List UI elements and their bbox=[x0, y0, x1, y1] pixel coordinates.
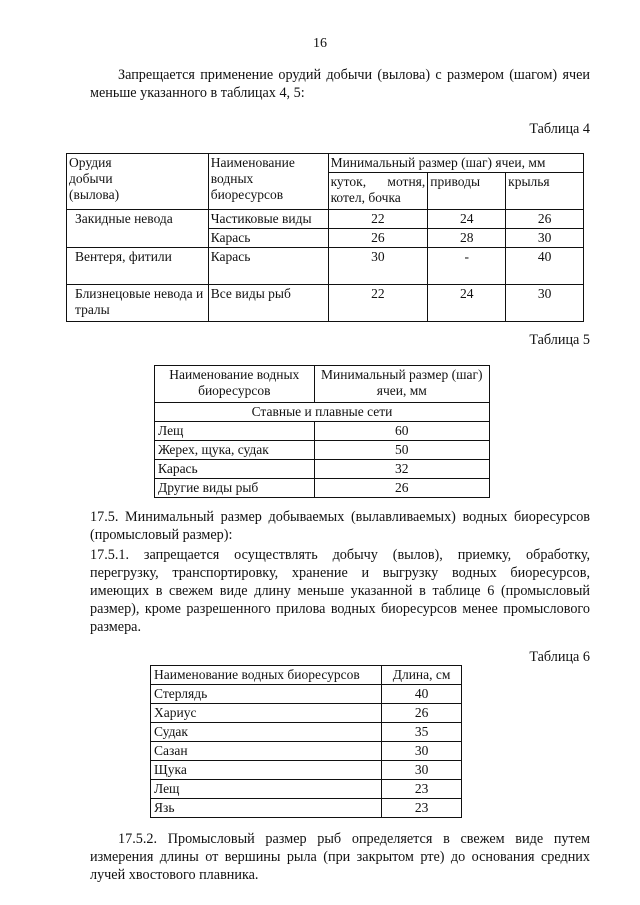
t4-species-cell: Частиковые виды bbox=[208, 210, 328, 229]
t6-species-cell: Сазан bbox=[151, 742, 382, 761]
t6-species-cell: Стерлядь bbox=[151, 685, 382, 704]
t4-h1-line2: добычи bbox=[69, 171, 113, 186]
t6-species-cell: Щука bbox=[151, 761, 382, 780]
t5-value-cell: 60 bbox=[314, 422, 489, 441]
table4-caption: Таблица 4 bbox=[529, 121, 590, 137]
t4-h2-line1: Наименование bbox=[210, 155, 295, 170]
table-5 bbox=[154, 365, 490, 498]
t5-header-species: Наименование водных биоресурсов bbox=[155, 366, 315, 403]
t4-species-cell: Карась bbox=[208, 229, 328, 248]
t5-value-cell: 32 bbox=[314, 460, 489, 479]
t4-value-cell: 22 bbox=[328, 285, 428, 322]
t4-h2-line2: водных bbox=[210, 171, 254, 186]
page-number: 16 bbox=[313, 36, 327, 51]
t4-value-cell: 24 bbox=[428, 285, 506, 322]
t4-header-mesh-group: Минимальный размер (шаг) ячеи, мм bbox=[328, 154, 583, 173]
t4-header-species bbox=[208, 154, 328, 210]
t6-header-length: Длина, см bbox=[382, 666, 462, 685]
t6-value-cell: 23 bbox=[382, 780, 462, 799]
t4-header-gear bbox=[67, 154, 209, 210]
t4-value-cell: 24 bbox=[428, 210, 506, 229]
t4-value-cell: 22 bbox=[328, 210, 428, 229]
t4-value-cell: - bbox=[428, 248, 506, 285]
t4-sub-header-2: приводы bbox=[428, 173, 506, 210]
t4-value-cell: 30 bbox=[328, 248, 428, 285]
t4-sub-header-1: куток, мотня, котел, бочка bbox=[328, 173, 428, 210]
t6-value-cell: 30 bbox=[382, 742, 462, 761]
t4-species-cell: Все виды рыб bbox=[208, 285, 328, 322]
t5-value-cell: 50 bbox=[314, 441, 489, 460]
table5-caption: Таблица 5 bbox=[529, 332, 590, 348]
t5-value-cell: 26 bbox=[314, 479, 489, 498]
t6-species-cell: Лещ bbox=[151, 780, 382, 799]
t4-species-cell: Карась bbox=[208, 248, 328, 285]
t5-species-cell: Карась bbox=[155, 460, 315, 479]
t5-header-mesh: Минимальный размер (шаг) ячеи, мм bbox=[314, 366, 489, 403]
t4-value-cell: 26 bbox=[506, 210, 584, 229]
intro-paragraph: Запрещается применение орудий добычи (вылова) с размером (шагом) ячеи меньше указанного в таблицах 4, 5: bbox=[90, 67, 590, 101]
t4-value-cell: 40 bbox=[506, 248, 584, 285]
t6-value-cell: 35 bbox=[382, 723, 462, 742]
t4-h1-line1: Орудия bbox=[69, 155, 112, 170]
t5-species-cell: Другие виды рыб bbox=[155, 479, 315, 498]
t6-species-cell: Хариус bbox=[151, 704, 382, 723]
t4-gear-cell: Закидные невода bbox=[67, 210, 209, 248]
t6-value-cell: 40 bbox=[382, 685, 462, 704]
t4-h1-line3: (вылова) bbox=[69, 187, 120, 202]
t4-value-cell: 30 bbox=[506, 229, 584, 248]
t6-value-cell: 26 bbox=[382, 704, 462, 723]
paragraph-17-5: 17.5. Минимальный размер добываемых (вылавливаемых) водных биоресурсов (промысловый размер): bbox=[90, 509, 590, 543]
paragraph-17-5-1: 17.5.1. запрещается осуществлять добычу (вылов), приемку, обработку, перегрузку, транспортировку, хранение и выгрузку водных биоресурсов, имеющих в свежем виде длину меньше указанной в таблице 6 (промысловый размер), кроме разрешенного прилова водных биоресурсов менее промыслового размера. bbox=[90, 547, 590, 635]
t5-species-cell: Жерех, щука, судак bbox=[155, 441, 315, 460]
t4-gear-cell: Вентеря, фитили bbox=[67, 248, 209, 285]
t4-value-cell: 30 bbox=[506, 285, 584, 322]
table6-caption: Таблица 6 bbox=[529, 649, 590, 665]
table-4 bbox=[66, 153, 584, 322]
t5-species-cell: Лещ bbox=[155, 422, 315, 441]
t4-value-cell: 26 bbox=[328, 229, 428, 248]
t6-value-cell: 30 bbox=[382, 761, 462, 780]
t4-h2-line3: биоресурсов bbox=[210, 187, 284, 202]
t6-value-cell: 23 bbox=[382, 799, 462, 818]
paragraph-17-5-2: 17.5.2. Промысловый размер рыб определяется в свежем виде путем измерения длины от вершины рыла (при закрытом рте) до основания средних лучей хвостового плавника. bbox=[90, 831, 590, 883]
t4-gear-cell: Близнецовые невода и тралы bbox=[67, 285, 209, 322]
t6-species-cell: Язь bbox=[151, 799, 382, 818]
t6-species-cell: Судак bbox=[151, 723, 382, 742]
table-6 bbox=[150, 665, 462, 818]
t4-sub-header-3: крылья bbox=[506, 173, 584, 210]
t5-section-row: Ставные и плавные сети bbox=[155, 403, 490, 422]
t4-value-cell: 28 bbox=[428, 229, 506, 248]
t6-header-species: Наименование водных биоресурсов bbox=[151, 666, 382, 685]
